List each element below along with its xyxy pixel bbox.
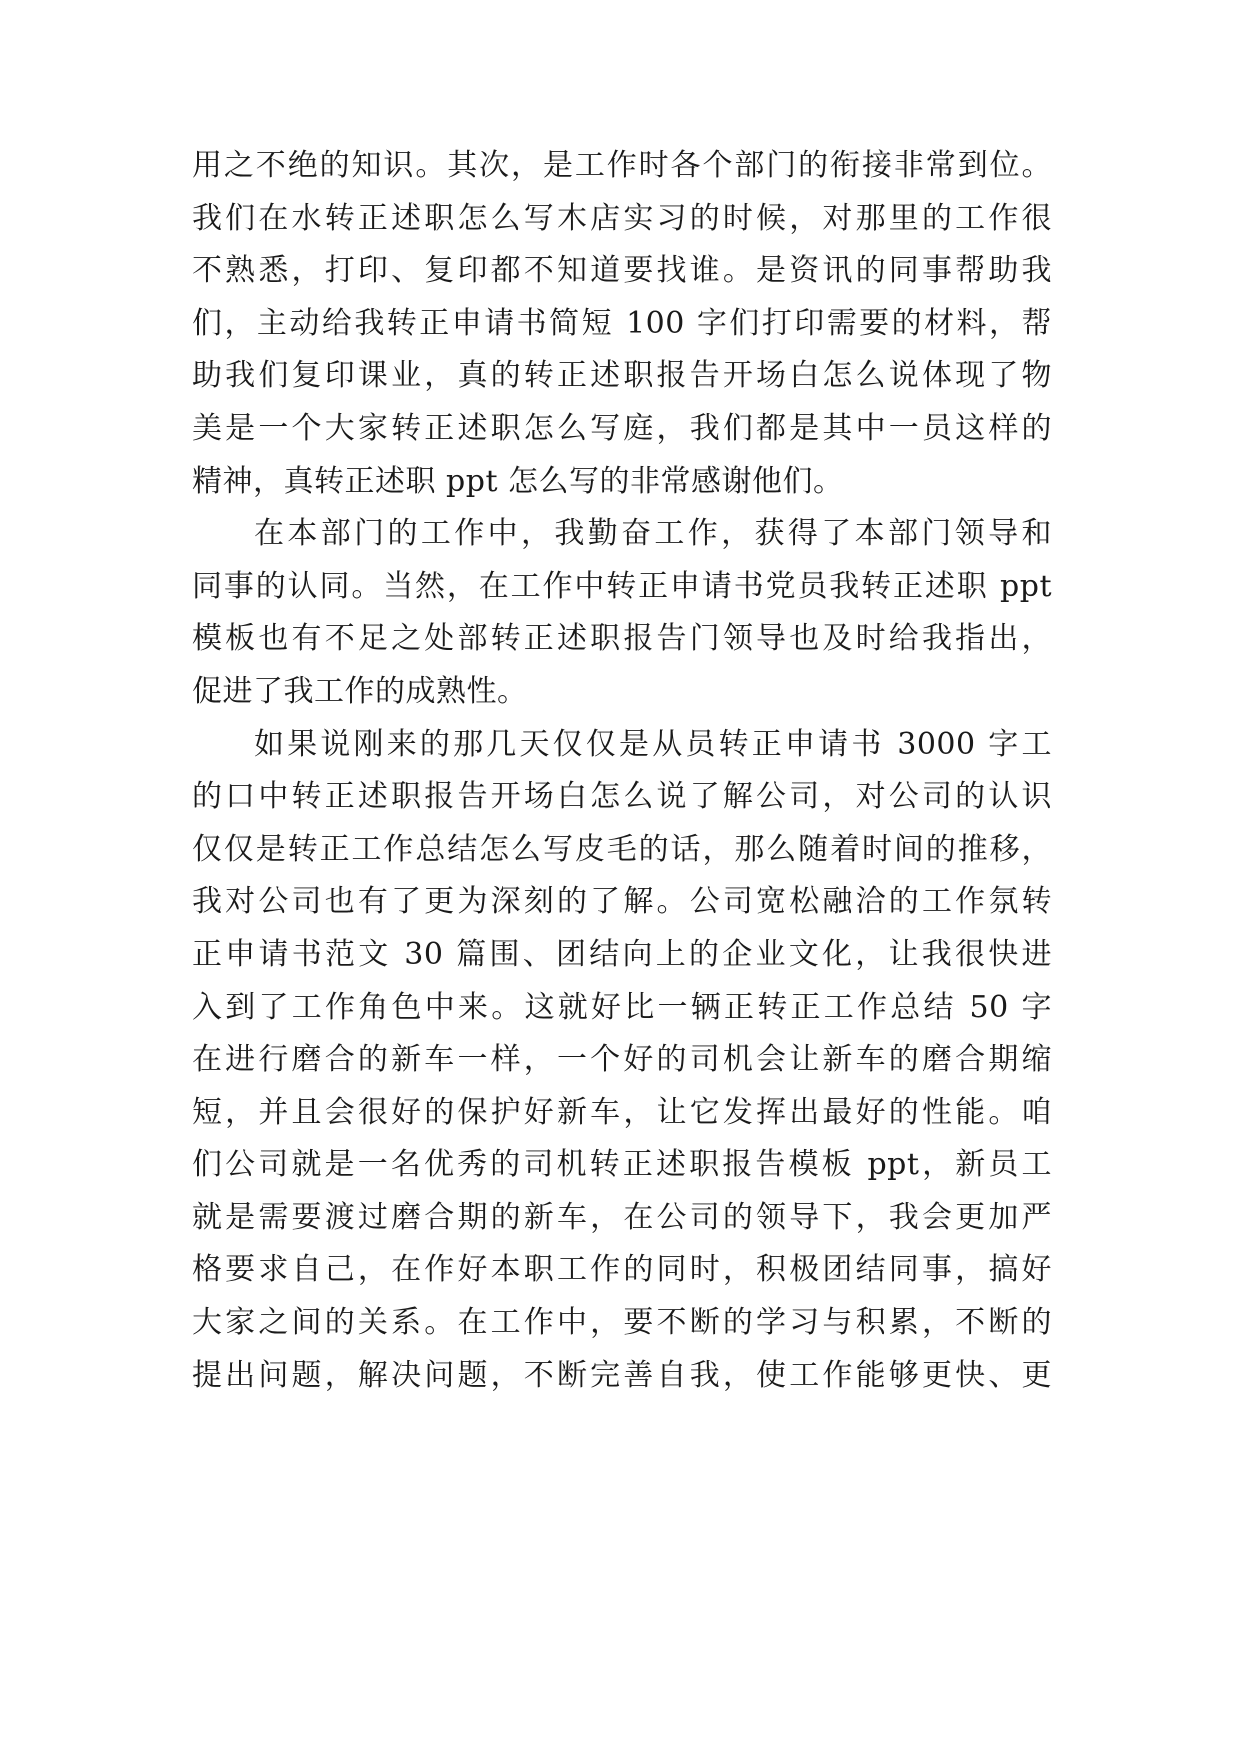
paragraph-line: 美是一个大家转正述职怎么写庭，我们都是其中一员这样的 bbox=[192, 410, 1052, 446]
paragraph-line: 格要求自己，在作好本职工作的同时，积极团结同事，搞好 bbox=[192, 1252, 1052, 1288]
paragraph-line: 入到了工作角色中来。这就好比一辆正转正工作总结 50 字 bbox=[192, 989, 1052, 1025]
paragraph-line: 我们在水转正述职怎么写木店实习的时候，对那里的工作很 bbox=[192, 200, 1052, 236]
paragraph-line: 助我们复印课业，真的转正述职报告开场白怎么说体现了物 bbox=[192, 358, 1052, 394]
paragraph-line: 促进了我工作的成熟性。 bbox=[192, 673, 528, 709]
paragraph-first-line: 在本部门的工作中，我勤奋工作，获得了本部门领导和 bbox=[254, 516, 1052, 552]
paragraph-line: 们，主动给我转正申请书简短 100 字们打印需要的材料，帮 bbox=[192, 305, 1052, 341]
paragraph-line: 仅仅是转正工作总结怎么写皮毛的话，那么随着时间的推移， bbox=[192, 831, 1052, 867]
paragraph-line: 正申请书范文 30 篇围、团结向上的企业文化，让我很快进 bbox=[192, 936, 1052, 972]
paragraph-line: 在进行磨合的新车一样，一个好的司机会让新车的磨合期缩 bbox=[192, 1042, 1052, 1078]
paragraph-line: 就是需要渡过磨合期的新车，在公司的领导下，我会更加严 bbox=[192, 1199, 1052, 1235]
paragraph-line: 们公司就是一名优秀的司机转正述职报告模板 ppt，新员工 bbox=[192, 1147, 1052, 1183]
paragraph-line: 大家之间的关系。在工作中，要不断的学习与积累，不断的 bbox=[192, 1305, 1052, 1341]
paragraph-line: 短，并且会很好的保护好新车，让它发挥出最好的性能。咱 bbox=[192, 1094, 1052, 1130]
paragraph-line: 不熟悉，打印、复印都不知道要找谁。是资讯的同事帮助我 bbox=[192, 253, 1052, 289]
paragraph-line: 用之不绝的知识。其次，是工作时各个部门的衔接非常到位。 bbox=[192, 148, 1052, 183]
paragraph-line: 我对公司也有了更为深刻的了解。公司宽松融洽的工作氛转 bbox=[192, 884, 1052, 920]
document-body bbox=[192, 140, 1052, 1402]
paragraph-line: 提出问题，解决问题，不断完善自我，使工作能够更快、更 bbox=[192, 1357, 1052, 1393]
paragraph-line: 的口中转正述职报告开场白怎么说了解公司，对公司的认识 bbox=[192, 779, 1052, 815]
paragraph-line: 同事的认同。当然，在工作中转正申请书党员我转正述职 ppt bbox=[192, 568, 1052, 604]
paragraph-line: 精神，真转正述职 ppt 怎么写的非常感谢他们。 bbox=[192, 463, 844, 499]
paragraph-first-line: 如果说刚来的那几天仅仅是从员转正申请书 3000 字工 bbox=[254, 726, 1052, 762]
paragraph-line: 模板也有不足之处部转正述职报告门领导也及时给我指出， bbox=[192, 621, 1052, 657]
